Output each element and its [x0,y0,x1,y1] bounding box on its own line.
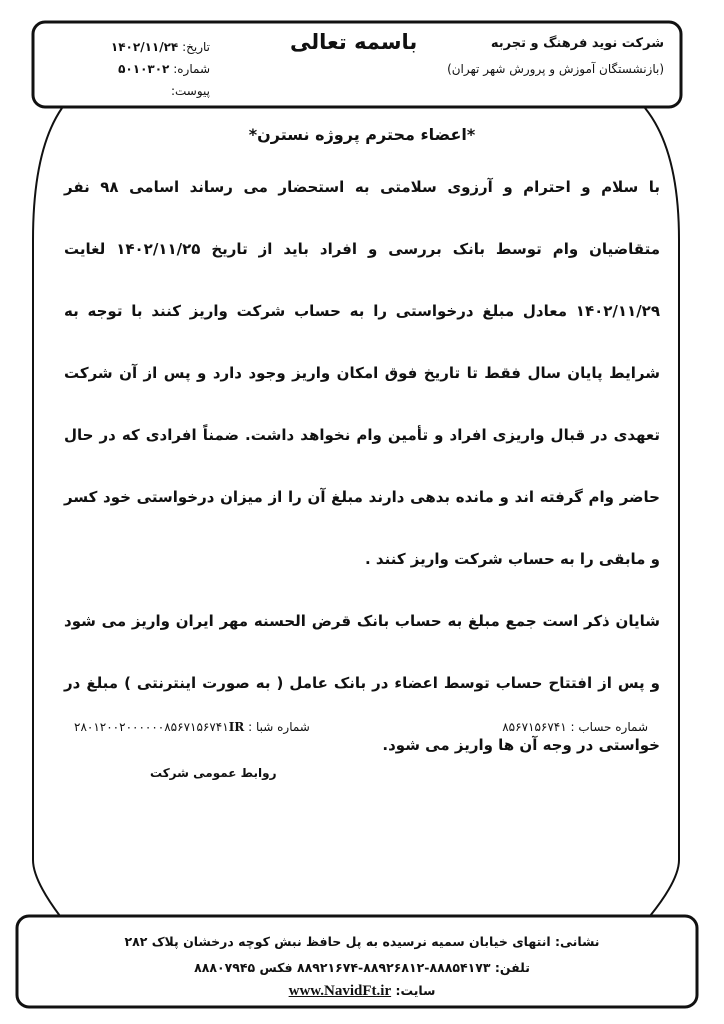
fax-number: ۸۸۸۰۷۹۴۵ [194,960,256,975]
sheba-number [74,720,310,734]
body-paragraph-2: شایان ذکر است جمع مبلغ به حساب بانک قرض الحسنه مهر ایران واریز می شود و پس از افتتاح حساب توسط اعضاء در بانک عامل ( به صورت اینترنتی ) مبلغ در خواستی در وجه آن ها واریز می شود. [64,612,660,754]
signature: روابط عمومی شرکت [150,766,277,780]
body-paragraph-1: با سلام و احترام و آرزوی سلامتی به استحضار می رساند اسامی ۹۸ نفر متقاضیان وام توسط بانک بررسی و افراد باید از تاریخ ۱۴۰۲/۱۱/۲۵ لغایت ۱۴۰۲/۱۱/۲۹ معادل مبلغ درخواستی را به حساب شرکت واریز کنند با توجه به شرایط پایان سال فقط تا تاریخ فوق امکان واریز وجود دارد و پس از آن شرکت تعهدی در قبال واریزی افراد و تأمین وام نخواهد داشت. ضمناً افرادی که در حال حاضر وام گرفته اند و مانده بدهی دارند مبلغ آن را از میزان درخواستی خود کسر و مابقی را به حساب شرکت واریز کنند . [64,178,661,568]
attachment-label: پیوست: [170,84,210,98]
site-label: سایت: [395,983,436,998]
account-label: شماره حساب : [570,720,648,734]
letter-title: *اعضاء محترم پروژه نسترن* [248,125,476,144]
footer-phones [0,960,724,975]
company-subtitle: (بازنشستگان آموزش و پرورش شهر تهران) [447,62,664,76]
account-value: ۸۵۶۷۱۵۶۷۴۱ [502,720,567,734]
site-link[interactable]: www.NavidFt.ir [288,983,392,999]
attachment-row [110,80,210,102]
phone-numbers: ۸۸۸۵۴۱۷۳-۸۸۹۲۶۸۱۲-۸۸۹۲۱۶۷۴ [296,960,491,975]
sheba-value: ۲۸۰۱۲۰۰۲۰۰۰۰۰۰۸۵۶۷۱۵۶۷۴۱ [74,720,229,734]
phone-label: تلفن: [494,960,530,975]
footer-address: نشانی: انتهای خیابان سمیه نرسیده به پل حافظ نبش کوچه درخشان پلاک ۲۸۲ [124,934,600,949]
sheba-label: شماره شبا : [248,720,310,734]
company-name: شرکت نوید فرهنگ و تجربه [490,36,664,51]
fax-label: فکس [259,960,293,975]
date-value: ۱۴۰۲/۱۱/۲۴ [110,40,179,54]
date-label: تاریخ: [182,40,210,54]
date-row [110,36,210,58]
number-row [110,58,210,80]
footer-website [0,983,724,1000]
letter-body [64,156,660,776]
letter-meta [110,36,210,102]
account-number [502,720,648,734]
number-value: ۵۰۱۰۳۰۲ [118,62,170,76]
sheba-prefix: IR [228,720,245,734]
basmala-heading: باسمه تعالی [290,30,418,54]
number-label: شماره: [173,62,210,76]
